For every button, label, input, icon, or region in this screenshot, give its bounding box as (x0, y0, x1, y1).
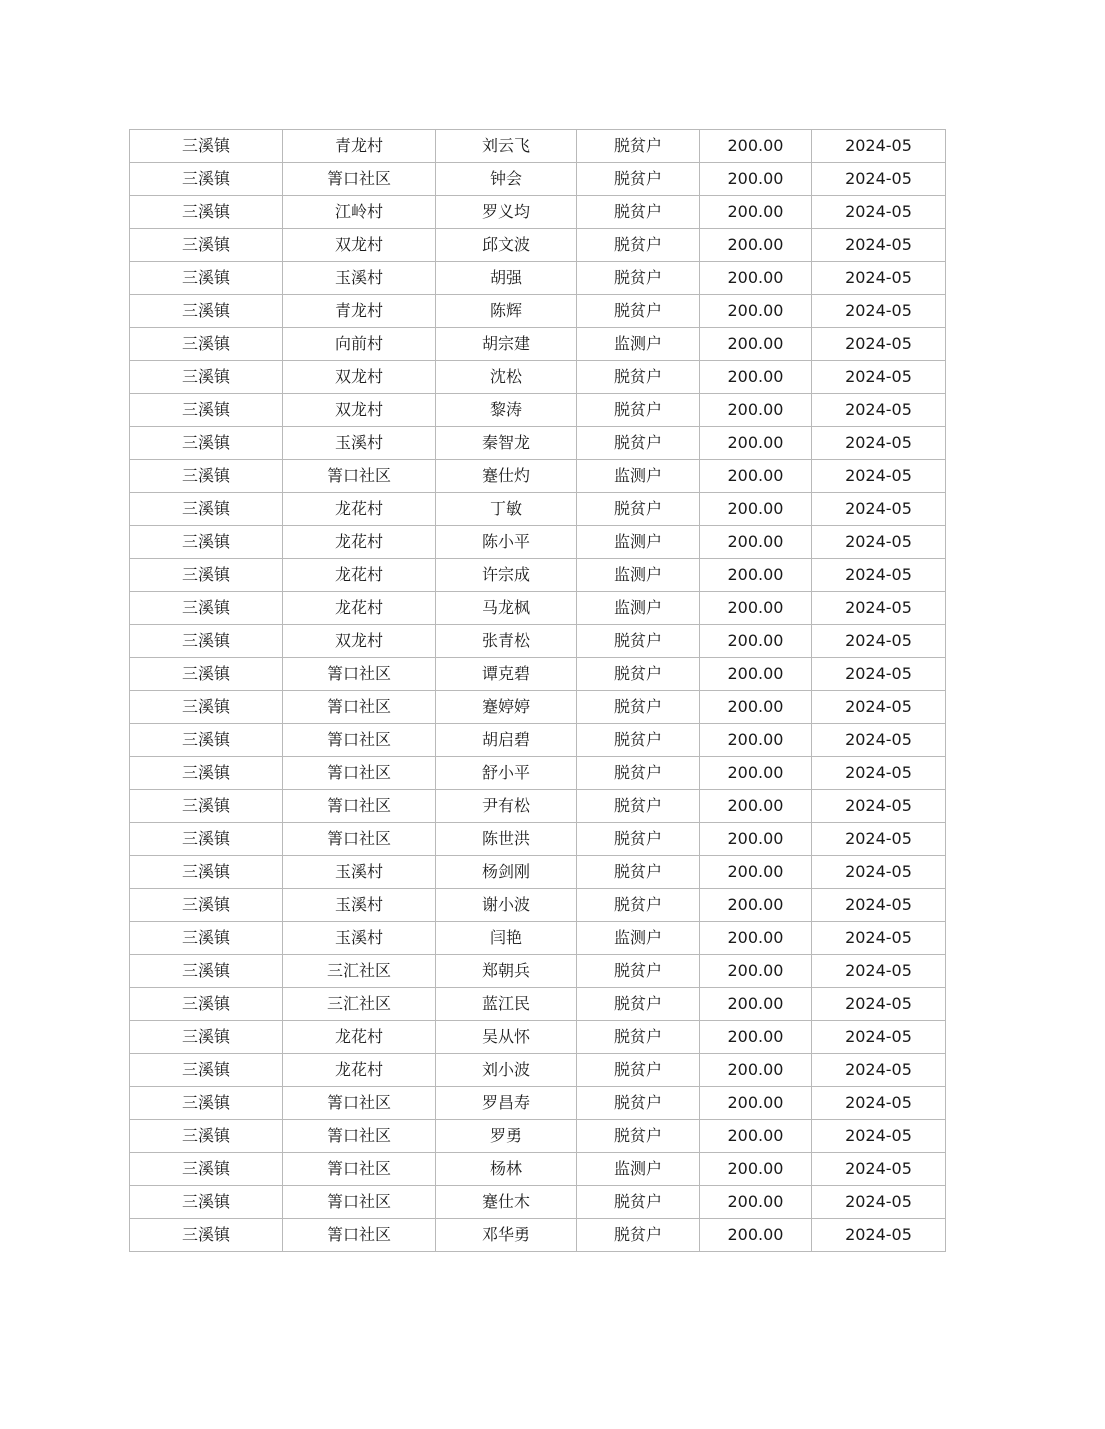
name-cell: 胡强 (436, 262, 577, 295)
town-cell: 三溪镇 (130, 1120, 283, 1153)
month-cell: 2024-05 (812, 790, 946, 823)
household-type-cell: 脱贫户 (577, 1120, 700, 1153)
household-type-cell: 脱贫户 (577, 361, 700, 394)
table-row (130, 130, 946, 163)
village-cell: 龙花村 (283, 592, 436, 625)
table-row (130, 625, 946, 658)
amount-cell: 200.00 (700, 361, 812, 394)
village-cell: 箐口社区 (283, 823, 436, 856)
town-cell: 三溪镇 (130, 625, 283, 658)
village-cell: 箐口社区 (283, 1219, 436, 1252)
name-cell: 杨林 (436, 1153, 577, 1186)
town-cell: 三溪镇 (130, 427, 283, 460)
name-cell: 舒小平 (436, 757, 577, 790)
month-cell: 2024-05 (812, 163, 946, 196)
village-cell: 箐口社区 (283, 691, 436, 724)
amount-cell: 200.00 (700, 196, 812, 229)
name-cell: 陈小平 (436, 526, 577, 559)
town-cell: 三溪镇 (130, 856, 283, 889)
town-cell: 三溪镇 (130, 229, 283, 262)
name-cell: 邱文波 (436, 229, 577, 262)
table-row (130, 790, 946, 823)
name-cell: 张青松 (436, 625, 577, 658)
name-cell: 闫艳 (436, 922, 577, 955)
household-type-cell: 脱贫户 (577, 988, 700, 1021)
table-row (130, 724, 946, 757)
town-cell: 三溪镇 (130, 790, 283, 823)
village-cell: 青龙村 (283, 130, 436, 163)
name-cell: 吴从怀 (436, 1021, 577, 1054)
amount-cell: 200.00 (700, 724, 812, 757)
village-cell: 箐口社区 (283, 790, 436, 823)
name-cell: 陈辉 (436, 295, 577, 328)
household-type-cell: 脱贫户 (577, 889, 700, 922)
village-cell: 青龙村 (283, 295, 436, 328)
household-type-cell: 脱贫户 (577, 724, 700, 757)
month-cell: 2024-05 (812, 361, 946, 394)
village-cell: 龙花村 (283, 526, 436, 559)
amount-cell: 200.00 (700, 262, 812, 295)
household-type-cell: 脱贫户 (577, 262, 700, 295)
table-row (130, 262, 946, 295)
month-cell: 2024-05 (812, 1054, 946, 1087)
roster-table-body (130, 130, 946, 1252)
village-cell: 箐口社区 (283, 1186, 436, 1219)
month-cell: 2024-05 (812, 889, 946, 922)
village-cell: 双龙村 (283, 229, 436, 262)
amount-cell: 200.00 (700, 988, 812, 1021)
household-type-cell: 监测户 (577, 559, 700, 592)
name-cell: 胡启碧 (436, 724, 577, 757)
month-cell: 2024-05 (812, 988, 946, 1021)
name-cell: 黎涛 (436, 394, 577, 427)
table-row (130, 361, 946, 394)
table-row (130, 229, 946, 262)
amount-cell: 200.00 (700, 1219, 812, 1252)
amount-cell: 200.00 (700, 592, 812, 625)
month-cell: 2024-05 (812, 229, 946, 262)
amount-cell: 200.00 (700, 955, 812, 988)
household-type-cell: 脱贫户 (577, 757, 700, 790)
month-cell: 2024-05 (812, 559, 946, 592)
name-cell: 蹇婷婷 (436, 691, 577, 724)
household-type-cell: 监测户 (577, 526, 700, 559)
town-cell: 三溪镇 (130, 262, 283, 295)
name-cell: 杨剑刚 (436, 856, 577, 889)
table-row (130, 196, 946, 229)
household-type-cell: 脱贫户 (577, 1186, 700, 1219)
month-cell: 2024-05 (812, 724, 946, 757)
household-type-cell: 脱贫户 (577, 856, 700, 889)
month-cell: 2024-05 (812, 460, 946, 493)
month-cell: 2024-05 (812, 658, 946, 691)
household-type-cell: 脱贫户 (577, 658, 700, 691)
household-type-cell: 脱贫户 (577, 1054, 700, 1087)
amount-cell: 200.00 (700, 295, 812, 328)
village-cell: 箐口社区 (283, 658, 436, 691)
table-row (130, 328, 946, 361)
table-row (130, 658, 946, 691)
town-cell: 三溪镇 (130, 295, 283, 328)
village-cell: 龙花村 (283, 493, 436, 526)
month-cell: 2024-05 (812, 295, 946, 328)
table-row (130, 493, 946, 526)
village-cell: 龙花村 (283, 559, 436, 592)
month-cell: 2024-05 (812, 196, 946, 229)
amount-cell: 200.00 (700, 922, 812, 955)
amount-cell: 200.00 (700, 790, 812, 823)
village-cell: 向前村 (283, 328, 436, 361)
household-type-cell: 脱贫户 (577, 823, 700, 856)
month-cell: 2024-05 (812, 1153, 946, 1186)
village-cell: 箐口社区 (283, 1120, 436, 1153)
month-cell: 2024-05 (812, 394, 946, 427)
table-row (130, 163, 946, 196)
month-cell: 2024-05 (812, 823, 946, 856)
name-cell: 谢小波 (436, 889, 577, 922)
town-cell: 三溪镇 (130, 196, 283, 229)
village-cell: 龙花村 (283, 1021, 436, 1054)
town-cell: 三溪镇 (130, 592, 283, 625)
town-cell: 三溪镇 (130, 1219, 283, 1252)
household-type-cell: 监测户 (577, 460, 700, 493)
town-cell: 三溪镇 (130, 988, 283, 1021)
table-row (130, 460, 946, 493)
amount-cell: 200.00 (700, 889, 812, 922)
village-cell: 玉溪村 (283, 262, 436, 295)
town-cell: 三溪镇 (130, 757, 283, 790)
town-cell: 三溪镇 (130, 922, 283, 955)
household-type-cell: 脱贫户 (577, 163, 700, 196)
table-row (130, 1120, 946, 1153)
town-cell: 三溪镇 (130, 394, 283, 427)
month-cell: 2024-05 (812, 625, 946, 658)
name-cell: 蹇仕木 (436, 1186, 577, 1219)
name-cell: 胡宗建 (436, 328, 577, 361)
name-cell: 丁敏 (436, 493, 577, 526)
month-cell: 2024-05 (812, 427, 946, 460)
town-cell: 三溪镇 (130, 724, 283, 757)
village-cell: 箐口社区 (283, 757, 436, 790)
village-cell: 江岭村 (283, 196, 436, 229)
town-cell: 三溪镇 (130, 1087, 283, 1120)
name-cell: 刘小波 (436, 1054, 577, 1087)
amount-cell: 200.00 (700, 823, 812, 856)
month-cell: 2024-05 (812, 955, 946, 988)
table-row (130, 427, 946, 460)
table-row (130, 1153, 946, 1186)
month-cell: 2024-05 (812, 493, 946, 526)
village-cell: 龙花村 (283, 1054, 436, 1087)
town-cell: 三溪镇 (130, 559, 283, 592)
amount-cell: 200.00 (700, 460, 812, 493)
amount-cell: 200.00 (700, 1087, 812, 1120)
amount-cell: 200.00 (700, 493, 812, 526)
month-cell: 2024-05 (812, 1087, 946, 1120)
village-cell: 箐口社区 (283, 460, 436, 493)
roster-table (129, 129, 946, 1252)
month-cell: 2024-05 (812, 592, 946, 625)
amount-cell: 200.00 (700, 229, 812, 262)
name-cell: 罗义均 (436, 196, 577, 229)
month-cell: 2024-05 (812, 130, 946, 163)
month-cell: 2024-05 (812, 922, 946, 955)
table-row (130, 526, 946, 559)
name-cell: 秦智龙 (436, 427, 577, 460)
name-cell: 郑朝兵 (436, 955, 577, 988)
amount-cell: 200.00 (700, 559, 812, 592)
town-cell: 三溪镇 (130, 823, 283, 856)
name-cell: 马龙枫 (436, 592, 577, 625)
amount-cell: 200.00 (700, 1054, 812, 1087)
village-cell: 玉溪村 (283, 889, 436, 922)
amount-cell: 200.00 (700, 658, 812, 691)
name-cell: 钟会 (436, 163, 577, 196)
table-row (130, 559, 946, 592)
town-cell: 三溪镇 (130, 493, 283, 526)
town-cell: 三溪镇 (130, 1153, 283, 1186)
town-cell: 三溪镇 (130, 163, 283, 196)
amount-cell: 200.00 (700, 757, 812, 790)
table-row (130, 856, 946, 889)
village-cell: 箐口社区 (283, 1153, 436, 1186)
household-type-cell: 脱贫户 (577, 790, 700, 823)
month-cell: 2024-05 (812, 1186, 946, 1219)
amount-cell: 200.00 (700, 328, 812, 361)
town-cell: 三溪镇 (130, 658, 283, 691)
town-cell: 三溪镇 (130, 361, 283, 394)
name-cell: 尹有松 (436, 790, 577, 823)
month-cell: 2024-05 (812, 856, 946, 889)
table-row (130, 1219, 946, 1252)
amount-cell: 200.00 (700, 526, 812, 559)
table-row (130, 823, 946, 856)
household-type-cell: 脱贫户 (577, 229, 700, 262)
village-cell: 玉溪村 (283, 922, 436, 955)
village-cell: 玉溪村 (283, 856, 436, 889)
town-cell: 三溪镇 (130, 130, 283, 163)
town-cell: 三溪镇 (130, 1021, 283, 1054)
amount-cell: 200.00 (700, 856, 812, 889)
household-type-cell: 脱贫户 (577, 493, 700, 526)
household-type-cell: 脱贫户 (577, 1087, 700, 1120)
table-row (130, 1054, 946, 1087)
village-cell: 箐口社区 (283, 724, 436, 757)
village-cell: 双龙村 (283, 625, 436, 658)
town-cell: 三溪镇 (130, 1054, 283, 1087)
household-type-cell: 脱贫户 (577, 1021, 700, 1054)
table-row (130, 1087, 946, 1120)
table-row (130, 757, 946, 790)
town-cell: 三溪镇 (130, 955, 283, 988)
household-type-cell: 监测户 (577, 328, 700, 361)
household-type-cell: 脱贫户 (577, 955, 700, 988)
town-cell: 三溪镇 (130, 328, 283, 361)
month-cell: 2024-05 (812, 757, 946, 790)
name-cell: 罗昌寿 (436, 1087, 577, 1120)
table-row (130, 1186, 946, 1219)
table-row (130, 394, 946, 427)
village-cell: 双龙村 (283, 394, 436, 427)
amount-cell: 200.00 (700, 625, 812, 658)
town-cell: 三溪镇 (130, 691, 283, 724)
table-row (130, 691, 946, 724)
town-cell: 三溪镇 (130, 889, 283, 922)
name-cell: 罗勇 (436, 1120, 577, 1153)
town-cell: 三溪镇 (130, 460, 283, 493)
household-type-cell: 监测户 (577, 592, 700, 625)
village-cell: 玉溪村 (283, 427, 436, 460)
table-row (130, 1021, 946, 1054)
name-cell: 陈世洪 (436, 823, 577, 856)
table-row (130, 922, 946, 955)
household-type-cell: 脱贫户 (577, 427, 700, 460)
name-cell: 蹇仕灼 (436, 460, 577, 493)
village-cell: 箐口社区 (283, 163, 436, 196)
amount-cell: 200.00 (700, 691, 812, 724)
amount-cell: 200.00 (700, 163, 812, 196)
month-cell: 2024-05 (812, 526, 946, 559)
amount-cell: 200.00 (700, 427, 812, 460)
village-cell: 三汇社区 (283, 955, 436, 988)
month-cell: 2024-05 (812, 1021, 946, 1054)
household-type-cell: 脱贫户 (577, 691, 700, 724)
amount-cell: 200.00 (700, 394, 812, 427)
amount-cell: 200.00 (700, 1021, 812, 1054)
name-cell: 蓝江民 (436, 988, 577, 1021)
amount-cell: 200.00 (700, 1153, 812, 1186)
household-type-cell: 脱贫户 (577, 625, 700, 658)
town-cell: 三溪镇 (130, 526, 283, 559)
month-cell: 2024-05 (812, 328, 946, 361)
household-type-cell: 脱贫户 (577, 394, 700, 427)
village-cell: 三汇社区 (283, 988, 436, 1021)
name-cell: 许宗成 (436, 559, 577, 592)
amount-cell: 200.00 (700, 1120, 812, 1153)
table-row (130, 889, 946, 922)
month-cell: 2024-05 (812, 262, 946, 295)
amount-cell: 200.00 (700, 1186, 812, 1219)
household-type-cell: 监测户 (577, 1153, 700, 1186)
household-type-cell: 脱贫户 (577, 196, 700, 229)
amount-cell: 200.00 (700, 130, 812, 163)
household-type-cell: 脱贫户 (577, 1219, 700, 1252)
household-type-cell: 监测户 (577, 922, 700, 955)
month-cell: 2024-05 (812, 1219, 946, 1252)
name-cell: 邓华勇 (436, 1219, 577, 1252)
month-cell: 2024-05 (812, 1120, 946, 1153)
village-cell: 箐口社区 (283, 1087, 436, 1120)
table-row (130, 592, 946, 625)
table-row (130, 295, 946, 328)
household-type-cell: 脱贫户 (577, 130, 700, 163)
name-cell: 谭克碧 (436, 658, 577, 691)
name-cell: 刘云飞 (436, 130, 577, 163)
town-cell: 三溪镇 (130, 1186, 283, 1219)
table-row (130, 955, 946, 988)
village-cell: 双龙村 (283, 361, 436, 394)
name-cell: 沈松 (436, 361, 577, 394)
household-type-cell: 脱贫户 (577, 295, 700, 328)
table-row (130, 988, 946, 1021)
month-cell: 2024-05 (812, 691, 946, 724)
